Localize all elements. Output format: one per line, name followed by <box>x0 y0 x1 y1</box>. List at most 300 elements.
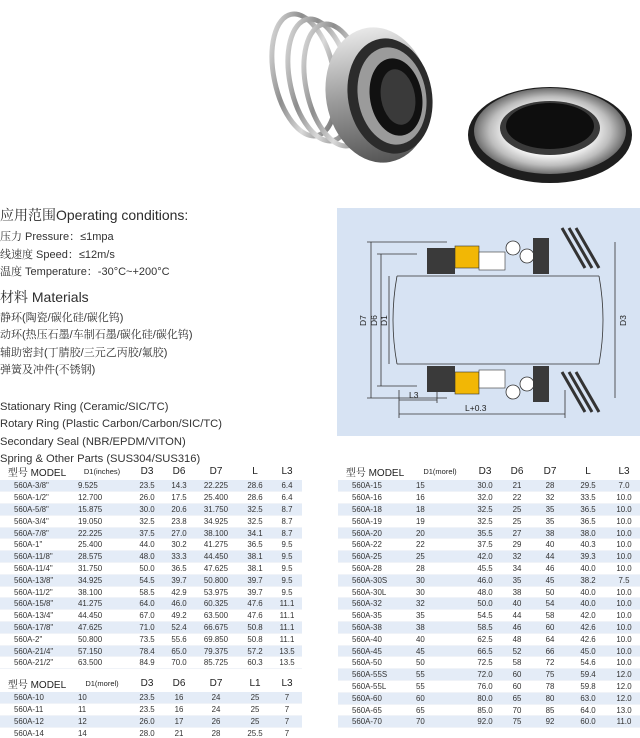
value-cell: 19 <box>412 515 468 527</box>
value-cell: 66.5 <box>468 645 502 657</box>
value-cell: 32.5 <box>130 515 164 527</box>
value-cell: 10.0 <box>608 633 640 645</box>
value-cell: 80.0 <box>468 692 502 704</box>
value-cell: 22 <box>502 492 532 504</box>
table-header-row <box>0 463 302 480</box>
value-cell: 8.7 <box>272 504 302 516</box>
value-cell: 49.2 <box>164 610 194 622</box>
value-cell: 22.225 <box>74 527 130 539</box>
rotary-seal-head <box>315 19 441 171</box>
value-cell: 72.5 <box>468 657 502 669</box>
model-cell: 560A-40 <box>338 633 412 645</box>
value-cell: 25 <box>412 551 468 563</box>
value-cell: 85 <box>532 704 568 716</box>
value-cell: 12 <box>74 716 130 728</box>
value-cell: 36.5 <box>238 539 272 551</box>
value-cell: 60.325 <box>194 598 238 610</box>
value-cell: 42.6 <box>568 633 608 645</box>
value-cell: 52.4 <box>164 622 194 634</box>
table-body <box>338 480 640 728</box>
value-cell: 65 <box>502 692 532 704</box>
value-cell: 45 <box>412 645 468 657</box>
material-en-line: Spring & Other Parts (SUS304/SUS316) <box>0 453 201 465</box>
stationary-ring <box>468 87 632 183</box>
value-cell: 55 <box>412 669 468 681</box>
header-l: L <box>252 466 258 477</box>
value-cell: 14.3 <box>164 480 194 492</box>
value-cell: 9.5 <box>272 539 302 551</box>
table-row <box>0 692 302 704</box>
value-cell: 28.575 <box>74 551 130 563</box>
header-d3: D3 <box>478 466 492 477</box>
value-cell: 54.6 <box>568 657 608 669</box>
value-cell: 9.5 <box>272 563 302 575</box>
value-cell: 39.7 <box>238 586 272 598</box>
value-cell: 47.625 <box>74 622 130 634</box>
value-cell: 15 <box>412 480 468 492</box>
model-cell: 560A-16 <box>338 492 412 504</box>
inch-sizes-table <box>0 463 302 669</box>
value-cell: 38 <box>502 586 532 598</box>
dim-l3-label: L3 <box>409 390 419 400</box>
table-row <box>0 480 302 492</box>
value-cell: 14 <box>74 727 130 738</box>
table-row <box>0 657 302 669</box>
material-en-line: Secondary Seal (NBR/EPDM/VITON) <box>0 435 186 448</box>
value-cell: 32 <box>412 598 468 610</box>
value-cell: 45.0 <box>568 645 608 657</box>
value-cell: 17 <box>164 716 194 728</box>
value-cell: 70.0 <box>164 657 194 669</box>
header-d1: D1(morel) <box>85 679 119 688</box>
model-cell: 560A-45 <box>338 645 412 657</box>
table-row <box>338 692 640 704</box>
value-cell: 33.5 <box>568 492 608 504</box>
value-cell: 39.3 <box>568 551 608 563</box>
table-row <box>338 515 640 527</box>
model-cell: 560A-22 <box>338 539 412 551</box>
material-cn-line: 弹簧及冲件(不锈钢) <box>0 364 96 376</box>
value-cell: 7 <box>272 704 302 716</box>
model-cell: 560A-18 <box>338 504 412 516</box>
value-cell: 25 <box>238 692 272 704</box>
value-cell: 60.0 <box>568 716 608 728</box>
value-cell: 59.4 <box>568 669 608 681</box>
header-d6: D6 <box>172 678 186 689</box>
value-cell: 25 <box>238 704 272 716</box>
dim-d6-label: D6 <box>369 315 379 326</box>
value-cell: 10.0 <box>608 515 640 527</box>
value-cell: 63.500 <box>74 657 130 669</box>
value-cell: 40.3 <box>568 539 608 551</box>
value-cell: 92 <box>532 716 568 728</box>
table-row <box>0 622 302 634</box>
table-row <box>338 681 640 693</box>
value-cell: 54.5 <box>468 610 502 622</box>
value-cell: 38 <box>412 622 468 634</box>
value-cell: 66.675 <box>194 622 238 634</box>
value-cell: 7.5 <box>608 574 640 586</box>
value-cell: 57.2 <box>238 645 272 657</box>
value-cell: 28 <box>194 727 238 738</box>
value-cell: 50.0 <box>130 563 164 575</box>
value-cell: 23.5 <box>130 704 164 716</box>
value-cell: 46.0 <box>164 598 194 610</box>
model-cell: 560A-19 <box>338 515 412 527</box>
seal-section-top <box>427 228 599 274</box>
value-cell: 12.0 <box>608 669 640 681</box>
value-cell: 9.5 <box>272 551 302 563</box>
value-cell: 7 <box>272 692 302 704</box>
temperature-spec: 温度 Temperature：-30°C~+200°C <box>0 266 170 278</box>
material-en-line: Stationary Ring (Ceramic/SIC/TC) <box>0 400 169 413</box>
model-cell: 560A-3/4" <box>0 515 74 527</box>
value-cell: 80 <box>532 692 568 704</box>
dim-l-label: L+0.3 <box>465 403 487 413</box>
value-cell: 35.5 <box>468 527 502 539</box>
header-l3: L3 <box>618 466 630 477</box>
table-row <box>0 574 302 586</box>
value-cell: 23.8 <box>164 515 194 527</box>
value-cell: 16 <box>412 492 468 504</box>
table-body <box>0 480 302 669</box>
value-cell: 60.3 <box>238 657 272 669</box>
value-cell: 72 <box>532 657 568 669</box>
value-cell: 10.0 <box>608 563 640 575</box>
value-cell: 38.100 <box>194 527 238 539</box>
value-cell: 50.0 <box>468 598 502 610</box>
value-cell: 50.8 <box>238 633 272 645</box>
value-cell: 24 <box>194 692 238 704</box>
value-cell: 32 <box>532 492 568 504</box>
value-cell: 42.0 <box>568 610 608 622</box>
value-cell: 25.400 <box>194 492 238 504</box>
header-d1: D1(inches) <box>83 467 121 476</box>
value-cell: 63.0 <box>568 692 608 704</box>
value-cell: 40.0 <box>568 586 608 598</box>
value-cell: 32.5 <box>238 515 272 527</box>
value-cell: 15.875 <box>74 504 130 516</box>
value-cell: 50 <box>532 586 568 598</box>
technical-drawing <box>337 208 640 436</box>
header-model: 型号 MODEL <box>345 468 405 479</box>
seal-section-bottom <box>427 366 599 412</box>
value-cell: 11.1 <box>272 633 302 645</box>
value-cell: 33.3 <box>164 551 194 563</box>
table-row <box>0 633 302 645</box>
value-cell: 24 <box>194 704 238 716</box>
table-row <box>338 598 640 610</box>
value-cell: 46 <box>532 563 568 575</box>
operating-conditions-title: 应用范围Operating conditions: <box>0 207 189 223</box>
value-cell: 34.1 <box>238 527 272 539</box>
value-cell: 30.0 <box>468 480 502 492</box>
value-cell: 34 <box>502 563 532 575</box>
value-cell: 44.450 <box>194 551 238 563</box>
value-cell: 44 <box>532 551 568 563</box>
model-cell: 560A-1/2" <box>0 492 74 504</box>
table-row <box>0 598 302 610</box>
value-cell: 54.5 <box>130 574 164 586</box>
value-cell: 10.0 <box>608 622 640 634</box>
header-l: L <box>585 466 591 477</box>
value-cell: 38.1 <box>238 563 272 575</box>
value-cell: 11.1 <box>272 622 302 634</box>
value-cell: 64.0 <box>568 704 608 716</box>
value-cell: 36.5 <box>568 504 608 516</box>
value-cell: 29.5 <box>568 480 608 492</box>
model-cell: 560A-55S <box>338 669 412 681</box>
value-cell: 36.5 <box>568 515 608 527</box>
header-model: 型号 MODEL <box>7 680 67 691</box>
header-l1: L1 <box>249 678 261 689</box>
value-cell: 60 <box>502 681 532 693</box>
value-cell: 7 <box>272 727 302 738</box>
value-cell: 40 <box>532 539 568 551</box>
value-cell: 36.5 <box>164 563 194 575</box>
value-cell: 26 <box>194 716 238 728</box>
value-cell: 64.0 <box>130 598 164 610</box>
value-cell: 46 <box>502 622 532 634</box>
value-cell: 10.0 <box>608 492 640 504</box>
value-cell: 50.800 <box>74 633 130 645</box>
value-cell: 11.0 <box>608 716 640 728</box>
value-cell: 25.5 <box>238 727 272 738</box>
material-cn-line: 静环(陶瓷/碳化硅/碳化钨) <box>0 311 124 324</box>
product-photo <box>250 0 640 200</box>
metric-sizes-table <box>338 463 640 728</box>
table-row <box>338 716 640 728</box>
value-cell: 9.5 <box>272 586 302 598</box>
table-row <box>338 622 640 634</box>
value-cell: 21 <box>502 480 532 492</box>
table-row <box>338 504 640 516</box>
value-cell: 78.4 <box>130 645 164 657</box>
value-cell: 13.0 <box>608 704 640 716</box>
value-cell: 10.0 <box>608 598 640 610</box>
table-body <box>0 692 302 738</box>
value-cell: 58.5 <box>130 586 164 598</box>
model-cell: 560A-21/4" <box>0 645 74 657</box>
metric-small-sizes-table <box>0 675 302 738</box>
table-row <box>338 527 640 539</box>
model-cell: 560A-11 <box>0 704 74 716</box>
value-cell: 48.0 <box>468 586 502 598</box>
value-cell: 32 <box>502 551 532 563</box>
value-cell: 76.0 <box>468 681 502 693</box>
model-cell: 560A-50 <box>338 657 412 669</box>
value-cell: 65 <box>412 704 468 716</box>
header-d3: D3 <box>140 466 154 477</box>
model-cell: 560A-15/8" <box>0 598 74 610</box>
value-cell: 52 <box>502 645 532 657</box>
model-cell: 560A-32 <box>338 598 412 610</box>
header-d3: D3 <box>140 678 154 689</box>
table-row <box>338 633 640 645</box>
table-row <box>0 539 302 551</box>
value-cell: 38.1 <box>238 551 272 563</box>
value-cell: 42.0 <box>468 551 502 563</box>
value-cell: 38.100 <box>74 586 130 598</box>
value-cell: 10.0 <box>608 504 640 516</box>
model-cell: 560A-55L <box>338 681 412 693</box>
value-cell: 32.5 <box>468 504 502 516</box>
value-cell: 85.0 <box>468 704 502 716</box>
header-d7: D7 <box>543 466 557 477</box>
value-cell: 22.225 <box>194 480 238 492</box>
value-cell: 32.0 <box>468 492 502 504</box>
value-cell: 60 <box>502 669 532 681</box>
pressure-spec: 压力 Pressure：≤1mpa <box>0 231 114 243</box>
table-row <box>338 480 640 492</box>
value-cell: 25.400 <box>74 539 130 551</box>
model-cell: 560A-20 <box>338 527 412 539</box>
table-row <box>338 610 640 622</box>
model-cell: 560A-7/8" <box>0 527 74 539</box>
table-row <box>0 586 302 598</box>
value-cell: 35 <box>502 574 532 586</box>
value-cell: 79.375 <box>194 645 238 657</box>
model-cell: 560A-3/8" <box>0 480 74 492</box>
value-cell: 47.625 <box>194 563 238 575</box>
table-row <box>0 716 302 728</box>
model-cell: 560A-11/8" <box>0 551 74 563</box>
value-cell: 35 <box>412 610 468 622</box>
dim-d3-label: D3 <box>618 315 628 326</box>
value-cell: 32.5 <box>238 504 272 516</box>
value-cell: 12.0 <box>608 692 640 704</box>
value-cell: 31.750 <box>74 563 130 575</box>
value-cell: 26.0 <box>130 716 164 728</box>
value-cell: 8.7 <box>272 527 302 539</box>
value-cell: 38.0 <box>568 527 608 539</box>
value-cell: 78 <box>532 681 568 693</box>
value-cell: 40 <box>502 598 532 610</box>
value-cell: 65.0 <box>164 645 194 657</box>
value-cell: 44 <box>502 610 532 622</box>
value-cell: 10.0 <box>608 645 640 657</box>
model-cell: 560A-11/2" <box>0 586 74 598</box>
value-cell: 27 <box>502 527 532 539</box>
value-cell: 10 <box>74 692 130 704</box>
value-cell: 12.0 <box>608 681 640 693</box>
value-cell: 28.6 <box>238 480 272 492</box>
value-cell: 9.525 <box>74 480 130 492</box>
material-cn-line: 动环(热压石墨/车制石墨/碳化硅/碳化钨) <box>0 329 193 341</box>
value-cell: 40.0 <box>568 563 608 575</box>
value-cell: 7 <box>272 716 302 728</box>
table-row <box>338 563 640 575</box>
value-cell: 45.5 <box>468 563 502 575</box>
model-cell: 560A-2" <box>0 633 74 645</box>
model-cell: 560A-13/8" <box>0 574 74 586</box>
model-cell: 560A-11/4" <box>0 563 74 575</box>
value-cell: 40 <box>412 633 468 645</box>
table-row <box>0 515 302 527</box>
value-cell: 30.0 <box>130 504 164 516</box>
value-cell: 10.0 <box>608 527 640 539</box>
header-d6: D6 <box>510 466 524 477</box>
value-cell: 55 <box>412 681 468 693</box>
specifications <box>0 205 330 469</box>
value-cell: 70 <box>412 716 468 728</box>
value-cell: 44.450 <box>74 610 130 622</box>
value-cell: 46.0 <box>468 574 502 586</box>
value-cell: 8.7 <box>272 515 302 527</box>
value-cell: 47.6 <box>238 610 272 622</box>
value-cell: 25 <box>238 716 272 728</box>
value-cell: 22 <box>412 539 468 551</box>
value-cell: 18 <box>412 504 468 516</box>
model-cell: 560A-5/8" <box>0 504 74 516</box>
header-d7: D7 <box>209 678 223 689</box>
model-cell: 560A-1" <box>0 539 74 551</box>
table-row <box>338 574 640 586</box>
value-cell: 60 <box>532 622 568 634</box>
value-cell: 53.975 <box>194 586 238 598</box>
model-cell: 560A-28 <box>338 563 412 575</box>
value-cell: 23.5 <box>130 480 164 492</box>
model-cell: 560A-70 <box>338 716 412 728</box>
value-cell: 71.0 <box>130 622 164 634</box>
dim-d7-label: D7 <box>358 315 368 326</box>
table-row <box>338 551 640 563</box>
value-cell: 63.500 <box>194 610 238 622</box>
header-d7: D7 <box>209 466 223 477</box>
value-cell: 6.4 <box>272 480 302 492</box>
value-cell: 19.050 <box>74 515 130 527</box>
table-row <box>0 551 302 563</box>
value-cell: 25 <box>502 504 532 516</box>
material-en-line: Rotary Ring (Plastic Carbon/Carbon/SIC/TC) <box>0 418 222 430</box>
table-row <box>0 610 302 622</box>
value-cell: 16 <box>164 704 194 716</box>
value-cell: 29 <box>502 539 532 551</box>
value-cell: 28.0 <box>130 727 164 738</box>
value-cell: 32.5 <box>468 515 502 527</box>
speed-spec: 线速度 Speed：≤12m/s <box>0 248 115 261</box>
value-cell: 75 <box>532 669 568 681</box>
value-cell: 27.0 <box>164 527 194 539</box>
value-cell: 62.5 <box>468 633 502 645</box>
value-cell: 39.7 <box>164 574 194 586</box>
value-cell: 25 <box>502 515 532 527</box>
value-cell: 42.6 <box>568 622 608 634</box>
value-cell: 28.6 <box>238 492 272 504</box>
table-row <box>0 527 302 539</box>
model-cell: 560A-14 <box>0 727 74 738</box>
value-cell: 20 <box>412 527 468 539</box>
table-row <box>338 704 640 716</box>
value-cell: 54 <box>532 598 568 610</box>
model-cell: 560A-60 <box>338 692 412 704</box>
table-row <box>338 657 640 669</box>
value-cell: 20.6 <box>164 504 194 516</box>
value-cell: 10.0 <box>608 551 640 563</box>
value-cell: 70 <box>502 704 532 716</box>
table-row <box>0 727 302 738</box>
value-cell: 17.5 <box>164 492 194 504</box>
value-cell: 10.0 <box>608 586 640 598</box>
value-cell: 34.925 <box>194 515 238 527</box>
table-row <box>338 492 640 504</box>
table-header-row <box>0 675 302 692</box>
model-cell: 560A-30S <box>338 574 412 586</box>
value-cell: 10.0 <box>608 657 640 669</box>
value-cell: 38.2 <box>568 574 608 586</box>
model-cell: 560A-12 <box>0 716 74 728</box>
model-cell: 560A-25 <box>338 551 412 563</box>
